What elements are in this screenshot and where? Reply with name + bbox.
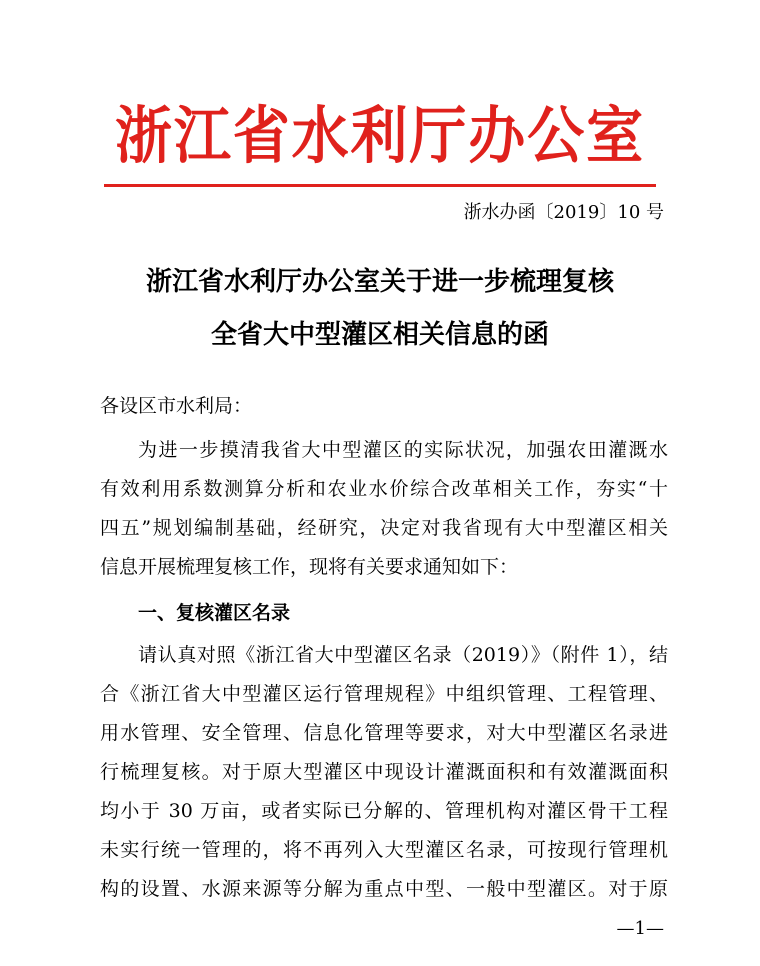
document-title-line-2: 全省大中型灌区相关信息的函 xyxy=(210,320,549,350)
paragraph-2-line-2: 合《浙江省大中型灌区运行管理规程》中组织管理、工程管理、 xyxy=(100,683,668,705)
paragraph-2-line-6: 未实行统一管理的，将不再列入大型灌区名录，可按现行管理机 xyxy=(100,839,668,861)
paragraph-1-line-2: 有效利用系数测算分析和农业水价综合改革相关工作，夯实“十 xyxy=(100,478,668,500)
paragraph-1-line-4: 信息开展梳理复核工作，现将有关要求通知如下： xyxy=(100,556,519,578)
document-number: 浙水办函〔2019〕10 号 xyxy=(463,202,664,223)
document-title-line-1: 浙江省水利厅办公室关于进一步梳理复核 xyxy=(145,267,614,297)
paragraph-2-line-3: 用水管理、安全管理、信息化管理等要求，对大中型灌区名录进 xyxy=(100,722,668,744)
page-number: —1— xyxy=(616,918,664,939)
paragraph-2-line-1: 请认真对照《浙江省大中型灌区名录（2019）》（附件 1），结 xyxy=(138,644,668,666)
section-1-heading: 一、复核灌区名录 xyxy=(138,602,291,624)
salutation: 各设区市水利局： xyxy=(100,395,253,417)
letterhead-title: 浙江省水利厅办公室 xyxy=(115,99,645,172)
letterhead-red-rule xyxy=(104,184,656,187)
paragraph-2-line-5: 均小于 30 万亩，或者实际已分解的、管理机构对灌区骨干工程 xyxy=(100,800,668,822)
paragraph-2-line-4: 行梳理复核。对于原大型灌区中现设计灌溉面积和有效灌溉面积 xyxy=(100,761,668,783)
paragraph-2-line-7: 构的设置、水源来源等分解为重点中型、一般中型灌区。对于原 xyxy=(100,878,668,900)
paragraph-1-line-1: 为进一步摸清我省大中型灌区的实际状况，加强农田灌溉水 xyxy=(138,439,668,461)
paragraph-1-line-3: 四五”规划编制基础，经研究，决定对我省现有大中型灌区相关 xyxy=(100,517,668,539)
